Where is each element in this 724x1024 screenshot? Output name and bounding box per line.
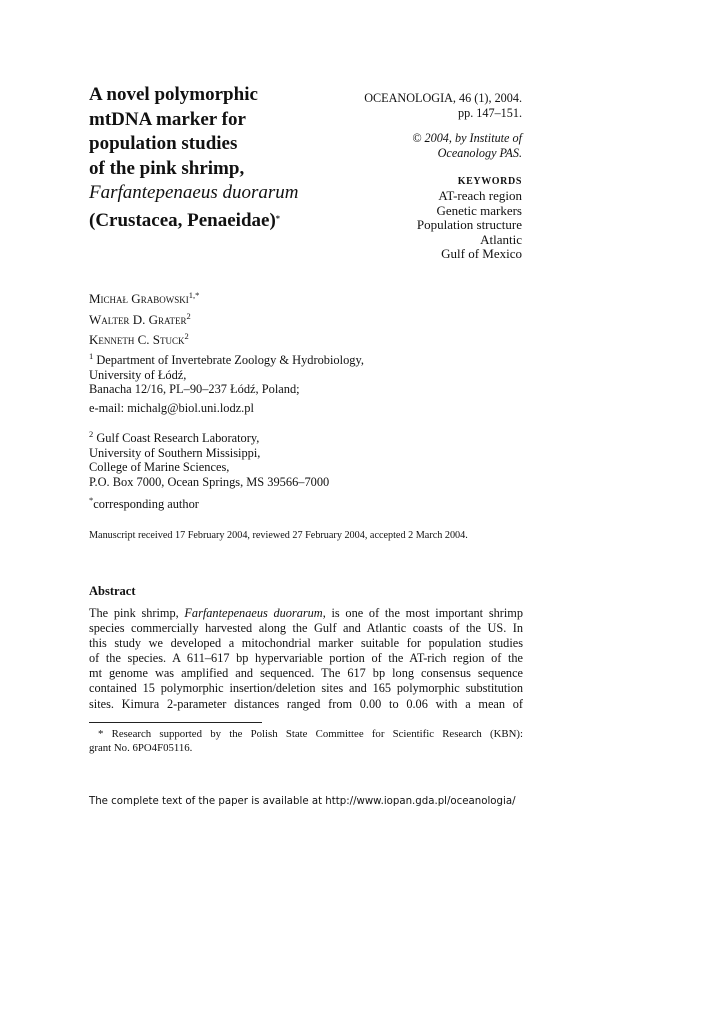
- affiliation-line: University of Łódź,: [89, 367, 187, 382]
- affiliation-text: Department of Invertebrate Zoology & Hydrobiology,: [96, 353, 364, 367]
- affiliation-line: [89, 427, 329, 446]
- abstract-species: Farfantepenaeus duorarum: [184, 606, 323, 620]
- affiliation-1: [89, 349, 364, 415]
- author-affiliation-mark: 2: [186, 310, 191, 321]
- journal-pages: pp. 147–151.: [458, 106, 522, 120]
- abstract-line: this study we developed a mitochondrial marker suitable for population studies: [89, 636, 523, 651]
- title-taxon: (Crustacea, Penaeidae): [89, 209, 276, 231]
- author-name: Walter D. Grater: [89, 311, 187, 327]
- title-species: Farfantepenaeus duorarum: [89, 182, 299, 203]
- abstract-body: [89, 606, 523, 712]
- keyword: Population structure: [416, 217, 522, 233]
- journal-citation: OCEANOLOGIA, 46 (1), 2004.: [364, 91, 522, 105]
- title-line: of the pink shrimp,: [89, 157, 245, 179]
- abstract-text: , is one of the most important shrimp: [322, 606, 523, 620]
- author: [89, 328, 199, 349]
- author-name: Kenneth C. Stuck: [89, 332, 185, 347]
- paper-title: [89, 83, 379, 233]
- abstract-line: sites. Kimura 2-parameter distances ranged from 0.00 to 0.06 with a mean of: [89, 696, 523, 711]
- footnote: [89, 727, 523, 755]
- keyword: Atlantic: [480, 231, 522, 247]
- author-name: Michał Grabowski: [89, 291, 189, 306]
- affiliation-line: Banacha 12/16, PL–90–237 Łódź, Poland;: [89, 382, 300, 397]
- footnote-line: grant No. 6PO4F05116.: [89, 742, 193, 754]
- copyright-line: © 2004, by Institute of: [412, 131, 522, 145]
- keyword: AT-reach region: [438, 188, 522, 203]
- title-line: population studies: [89, 133, 238, 154]
- author: [89, 308, 199, 329]
- abstract-line: mt genome was amplified and sequenced. The 617 bp long consensus sequence: [89, 666, 523, 681]
- abstract-text: The pink shrimp,: [89, 606, 185, 620]
- author-list: [89, 287, 199, 349]
- author-affiliation-mark: 1,*: [188, 290, 200, 300]
- email-link[interactable]: e-mail: michalg@biol.uni.lodz.pl: [89, 400, 254, 415]
- affiliation-mark: 2: [89, 429, 94, 439]
- title-line: mtDNA marker for: [89, 108, 246, 130]
- footnote-line: * Research supported by the Polish State Committee for Scientific Research (KBN):: [98, 728, 523, 740]
- corresponding-author-note: [89, 493, 329, 512]
- title-line: A novel polymorphic: [89, 84, 258, 105]
- title-taxon-line: [89, 206, 379, 234]
- abstract-heading: Abstract: [89, 584, 136, 598]
- affiliation-line: College of Marine Sciences,: [89, 460, 230, 475]
- abstract-line: species commercially harvested along the Gulf and Atlantic coasts of the US. In: [89, 621, 523, 636]
- keywords-list: [417, 189, 522, 262]
- copyright-line: Oceanology PAS.: [437, 146, 522, 160]
- affiliation-line: [89, 349, 364, 368]
- manuscript-dates: Manuscript received 17 February 2004, reviewed 27 February 2004, accepted 2 March 2004.: [89, 530, 468, 541]
- affiliation-mark: 1: [89, 351, 94, 361]
- affiliation-line: University of Southern Missisippi,: [89, 445, 261, 460]
- corresponding-mark: *: [89, 495, 94, 506]
- affiliation-text: Gulf Coast Research Laboratory,: [96, 431, 260, 445]
- corresponding-text: corresponding author: [93, 497, 199, 512]
- title-footnote-mark: *: [275, 212, 281, 223]
- footnote-rule: [89, 722, 262, 723]
- keywords-heading: KEYWORDS: [457, 176, 522, 187]
- journal-info: [364, 91, 522, 161]
- keyword: Gulf of Mexico: [441, 246, 522, 262]
- keyword: Genetic markers: [436, 202, 522, 218]
- full-text-notice: The complete text of the paper is available at http://www.iopan.gda.pl/oceanologia/: [89, 796, 516, 807]
- abstract-line: contained 15 polymorphic insertion/deletion sites and 165 polymorphic substitution: [89, 681, 523, 696]
- abstract-line: [89, 606, 523, 621]
- affiliation-2: [89, 427, 329, 512]
- affiliation-line: P.O. Box 7000, Ocean Springs, MS 39566–7000: [89, 474, 330, 489]
- author-affiliation-mark: 2: [184, 331, 189, 341]
- abstract-line: of the species. A 611–617 bp hypervariable portion of the AT-rich region of the: [89, 651, 523, 666]
- author: [89, 287, 199, 308]
